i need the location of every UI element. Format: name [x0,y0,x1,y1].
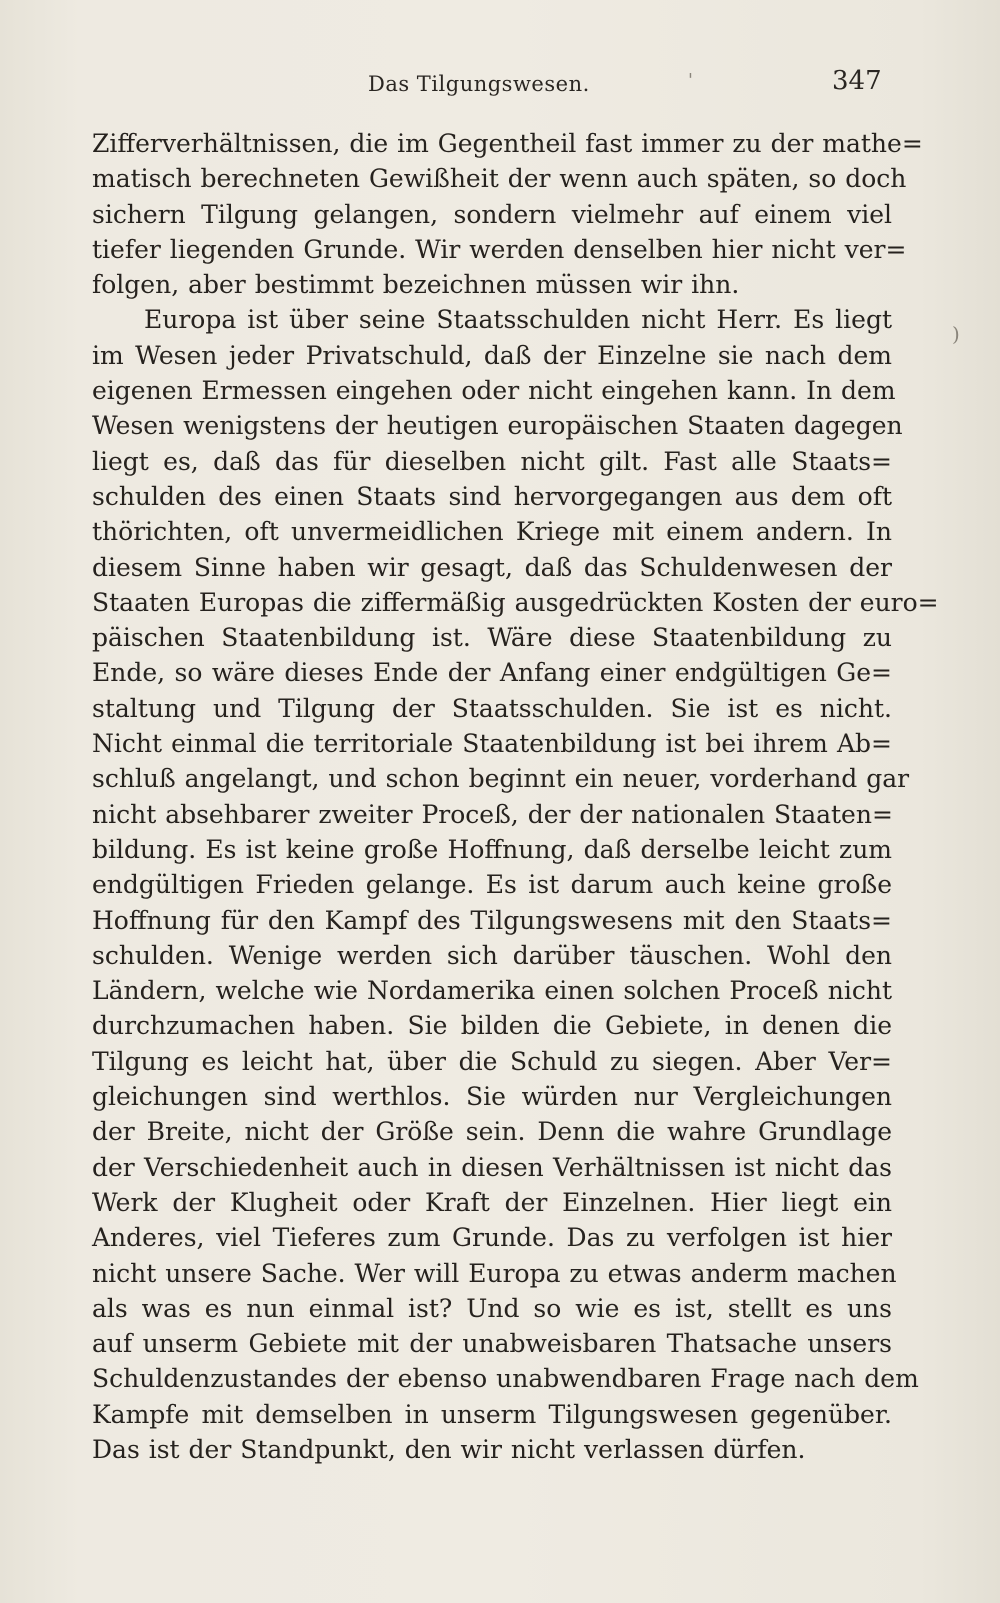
text-line: eigenen Ermessen eingehen oder nicht eingehen kann. In dem [92,376,896,406]
text-line: als was es nun einmal ist? Und so wie es ist, stellt es uns [92,1293,892,1323]
text-line: der Verschiedenheit auch in diesen Verhältnissen ist nicht das [92,1152,892,1182]
text-line: endgültigen Frieden gelange. Es ist darum auch keine große [92,870,892,900]
text-line: der Breite, nicht der Größe sein. Denn die wahre Grundlage [92,1117,892,1147]
text-line: Nicht einmal die territoriale Staatenbildung ist bei ihrem Ab= [92,729,892,759]
text-line: Wesen wenigstens der heutigen europäischen Staaten dagegen [92,411,903,441]
text-line: päischen Staatenbildung ist. Wäre diese Staatenbildung zu [92,623,892,653]
text-line: Werk der Klugheit oder Kraft der Einzelnen. Hier liegt ein [92,1187,892,1217]
text-line: thörichten, oft unvermeidlichen Kriege mit einem andern. In [92,517,892,547]
text-line: nicht absehbarer zweiter Proceß, der der nationalen Staaten= [92,799,893,829]
text-line: im Wesen jeder Privatschuld, daß der Einzelne sie nach dem [92,340,892,370]
text-line: Tilgung es leicht hat, über die Schuld zu siegen. Aber Ver= [92,1046,892,1076]
text-line: durchzumachen haben. Sie bilden die Gebiete, in denen die [92,1011,892,1041]
text-line: matisch berechneten Gewißheit der wenn auch späten, so doch [92,164,907,194]
text-line: tiefer liegenden Grunde. Wir werden denselben hier nicht ver= [92,234,907,264]
text-line: Ländern, welche wie Nordamerika einen solchen Proceß nicht [92,976,892,1006]
text-line: folgen, aber bestimmt bezeichnen müssen wir ihn. [92,270,740,300]
page-number: 347 [832,66,882,96]
text-line: auf unserm Gebiete mit der unabweisbaren Thatsache unsers [92,1329,892,1359]
text-line: Kampfe mit demselben in unserm Tilgungswesen gegenüber. [92,1399,892,1429]
text-line: sichern Tilgung gelangen, sondern vielmehr auf einem viel [92,199,892,229]
paragraph-first-line: Europa ist über seine Staatsschulden nicht Herr. Es liegt [144,305,892,335]
body-text [92,126,939,1467]
margin-pencil-mark: ) [952,322,960,346]
text-line: Ende, so wäre dieses Ende der Anfang einer endgültigen Ge= [92,658,892,688]
text-line: schulden. Wenige werden sich darüber täuschen. Wohl den [92,940,892,970]
text-line: Hoffnung für den Kampf des Tilgungswesens mit den Staats= [92,905,892,935]
text-line: Schuldenzustandes der ebenso unabwendbaren Frage nach dem [92,1364,919,1394]
running-head [0,66,1000,106]
text-line: gleichungen sind werthlos. Sie würden nur Vergleichungen [92,1082,892,1112]
text-line: Zifferverhältnissen, die im Gegentheil fast immer zu der mathe= [92,129,923,158]
text-line: schulden des einen Staats sind hervorgegangen aus dem oft [92,481,892,511]
text-line: Das ist der Standpunkt, den wir nicht verlassen dürfen. [92,1434,806,1464]
text-line: Staaten Europas die ziffermäßig ausgedrückten Kosten der euro= [92,587,939,617]
text-line: nicht unsere Sache. Wer will Europa zu etwas anderm machen [92,1258,897,1288]
text-line: Anderes, viel Tieferes zum Grunde. Das zu verfolgen ist hier [92,1223,892,1253]
text-line: staltung und Tilgung der Staatsschulden. Sie ist es nicht. [92,693,892,723]
text-line: bildung. Es ist keine große Hoffnung, daß derselbe leicht zum [92,834,892,864]
text-line: diesem Sinne haben wir gesagt, daß das Schuldenwesen der [92,552,892,582]
text-line: liegt es, daß das für dieselben nicht gilt. Fast alle Staats= [92,446,892,476]
text-line: schluß angelangt, und schon beginnt ein neuer, vorderhand gar [92,764,910,794]
running-head-title: Das Tilgungswesen. [368,72,590,96]
stray-ink-mark: ' [688,70,693,91]
